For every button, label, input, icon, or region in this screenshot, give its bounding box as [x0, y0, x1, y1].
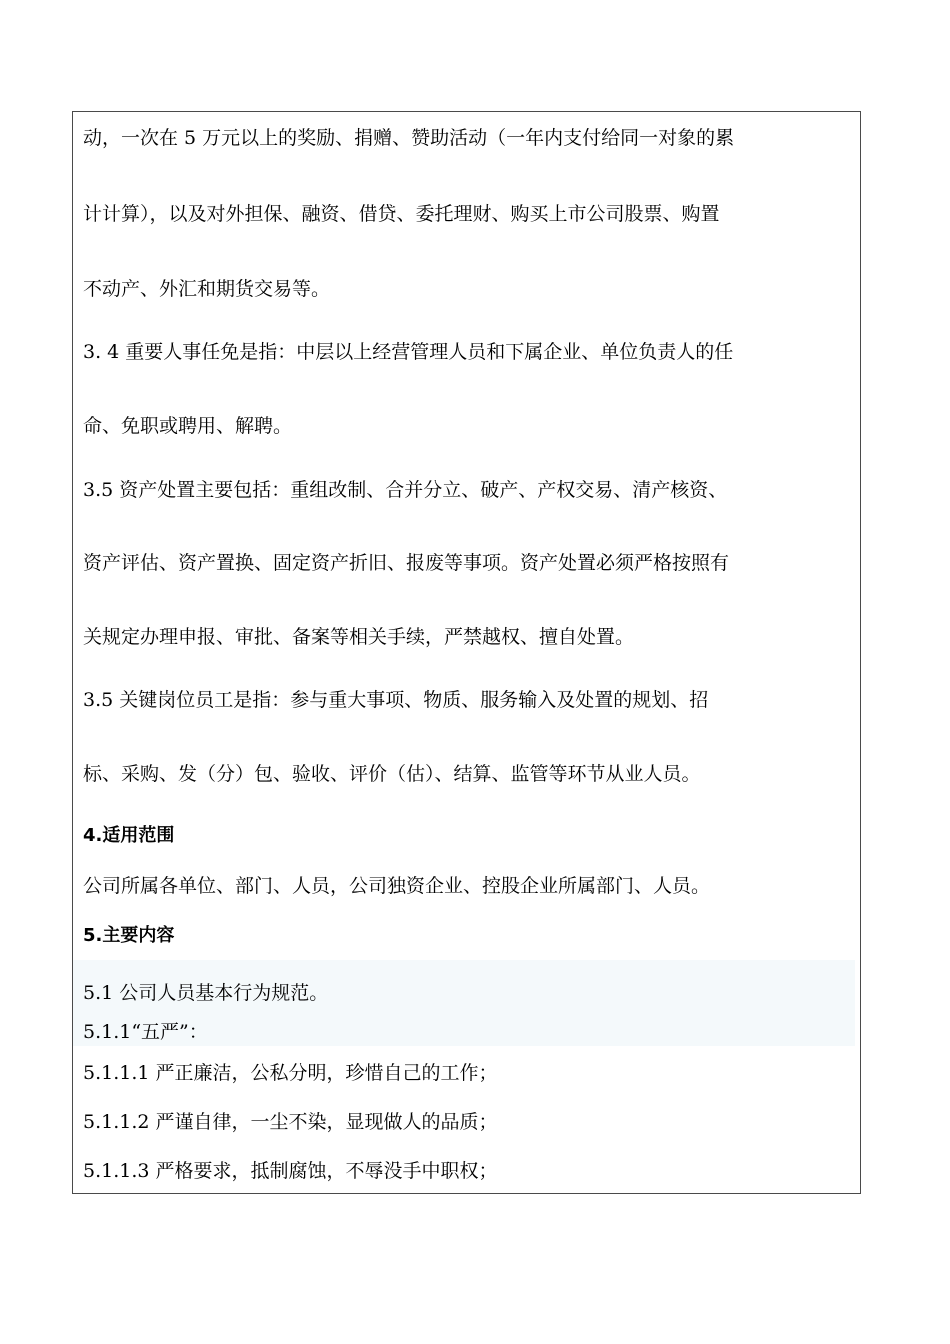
paragraph-line: 5.1.1.3 严格要求，抵制腐蚀，不辱没手中职权； [83, 1160, 498, 1182]
section-heading: 4.适用范围 [83, 825, 175, 846]
paragraph-line: 5.1.1“五严”： [83, 1021, 208, 1043]
paragraph-line: 3. 4 重要人事任免是指：中层以上经营管理人员和下属企业、单位负责人的任 [83, 341, 734, 363]
paragraph-line: 标、采购、发（分）包、验收、评价（估）、结算、监管等环节从业人员。 [83, 763, 701, 785]
section-heading: 5.主要内容 [83, 925, 175, 946]
paragraph-line: 命、免职或聘用、解聘。 [83, 415, 293, 437]
paragraph-line: 3.5 资产处置主要包括：重组改制、合并分立、破产、产权交易、清产核资、 [83, 479, 728, 501]
paragraph-line: 资产评估、资产置换、固定资产折旧、报废等事项。资产处置必须严格按照有 [83, 552, 730, 574]
paragraph-line: 5.1 公司人员基本行为规范。 [83, 982, 329, 1004]
paragraph-line: 关规定办理申报、审批、备案等相关手续，严禁越权、擅自处置。 [83, 626, 635, 648]
paragraph-line: 不动产、外汇和期货交易等。 [83, 278, 331, 300]
paragraph-line: 动，一次在 5 万元以上的奖励、捐赠、赞助活动（一年内支付给同一对象的累 [83, 127, 735, 149]
paragraph-line: 5.1.1.1 严正廉洁，公私分明，珍惜自己的工作； [83, 1062, 498, 1084]
paragraph-line: 公司所属各单位、部门、人员，公司独资企业、控股企业所属部门、人员。 [83, 875, 711, 897]
paragraph-line: 计计算），以及对外担保、融资、借贷、委托理财、购买上市公司股票、购置 [83, 203, 720, 225]
paragraph-line: 3.5 关键岗位员工是指：参与重大事项、物质、服务输入及处置的规划、招 [83, 689, 709, 711]
paragraph-line: 5.1.1.2 严谨自律，一尘不染，显现做人的品质； [83, 1111, 498, 1133]
